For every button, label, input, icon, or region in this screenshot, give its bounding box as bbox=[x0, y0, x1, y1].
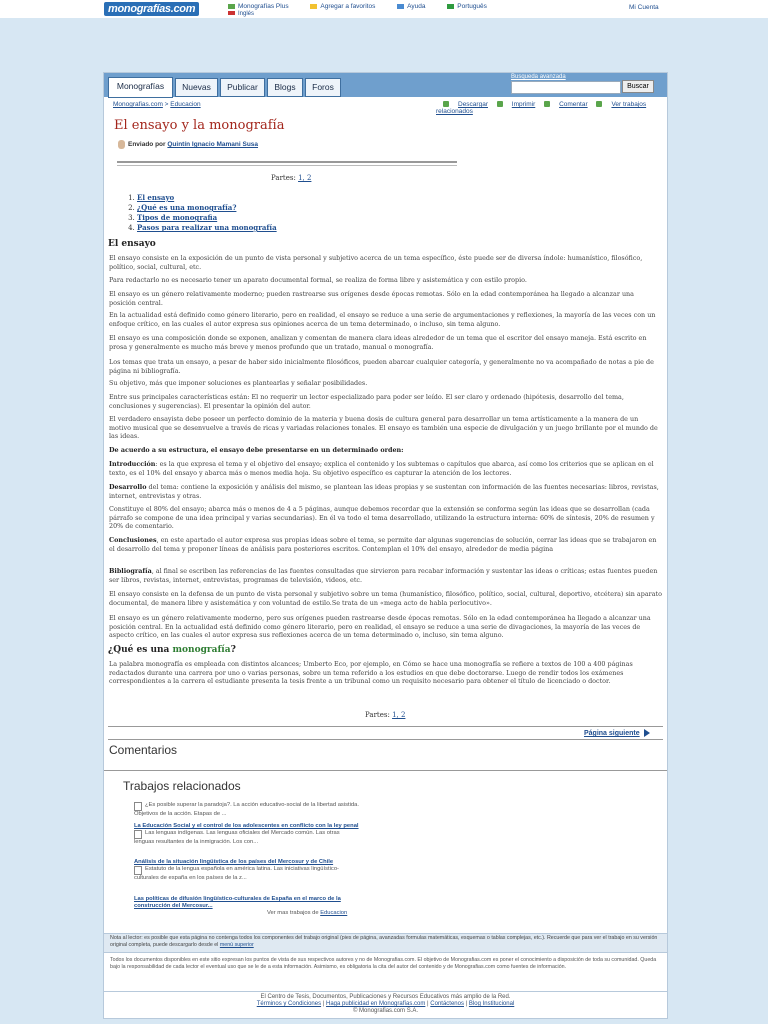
divider bbox=[117, 161, 457, 163]
toc-item[interactable]: 3. Tipos de monografia bbox=[137, 213, 277, 223]
menu-superior-link[interactable]: menú superior bbox=[219, 942, 254, 948]
related-heading: Trabajos relacionados bbox=[123, 779, 241, 793]
more-related-link[interactable]: Educacion bbox=[320, 910, 348, 916]
paragraph-desarrollo: Desarrollo del tema: contiene la exposición y análisis del mismo, se plantean las ideas propias y se sustentan con información de las fuentes necesarias: libros, revistas, internet, entrevistas y otras. bbox=[109, 483, 659, 500]
divider bbox=[108, 739, 663, 740]
paragraph: El ensayo consiste en la defensa de un punto de vista personal y subjetivo sobre un tema (humanístico, filosófico, político, social, cultural, deportivo, etcétera) sin aparato documental, de manera libre y asistemática y con voluntad de estilo.Se trata de un «mega acto de habla perlocutivo». bbox=[109, 590, 662, 607]
disclaimer: Todos los documentos disponibles en este sitio expresan los puntos de vista de sus respectivos autores y no de Monografias.com. El objetivo de Monografias.com es poner el conocimiento a disposición de toda su comunidad. Queda bajo la responsabilidad de cada lector el eventual uso que se le de a esta información. Asimismo, es obligatoria la cita del autor del contenido y de Monografias.com como fuentes de información. bbox=[110, 957, 657, 970]
paragraph-bibliografia: Bibliografía, al final se escriben las referencias de las fuentes consultadas que sirvieron para recabar información y sustentar las ideas o críticas; estas fuentes pueden ser libros, revistas, internet, entrevistas, programas de televisión, videos, etc. bbox=[109, 567, 658, 584]
paragraph: El verdadero ensayista debe poseer un perfecto dominio de la materia y buena dosis de cultura general para desarrollar un tema artísticamente a la manera de un motivo musical que se desenvuelve a través de ricas y variadas relaciones tonales. El ensayo es también una especie de divulgación y un juego brillante por el mundo de las ideas. bbox=[109, 415, 658, 441]
related-item bbox=[134, 896, 359, 911]
top-link-plus[interactable]: Monografías Plus bbox=[228, 3, 299, 10]
paragraph-conclusiones: Conclusiones, en este apartado el autor expresa sus propias ideas sobre el tema, se permite dar algunas sugerencias de solución, cerrar las ideas que se trabajaron en el desarrollo del tema y proponer líneas de análisis para posteriores escritos. Contemplan el 10% del ensayo, alrededor de media página bbox=[109, 536, 657, 553]
footer-link-contacto[interactable]: Contáctenos bbox=[430, 1001, 464, 1007]
breadcrumb-separator: > bbox=[164, 101, 169, 108]
top-links bbox=[228, 3, 507, 10]
breadcrumb-home[interactable]: Monografias.com bbox=[113, 101, 163, 108]
footer-link-blog[interactable]: Blog Institucional bbox=[468, 1001, 515, 1007]
divider bbox=[117, 165, 457, 166]
related-action[interactable]: Ver trabajos relacionados bbox=[436, 101, 647, 115]
paragraph: Los temas que trata un ensayo, a pesar de haber sido inicialmente filosóficos, pueden abarcar cualquier categoría, y generalmente no va acompañado de notas a pie de página ni bibliografía. bbox=[109, 358, 654, 375]
reader-note: Nota al lector: es posible que esta página no contenga todos los componentes del trabajo original (pies de página, avanzadas formulas matemáticas, esquemas o tablas complejas, etc.). Recuerde que para ver el trabajo en su versión original completa, puede descargarlo desde el menú superior bbox=[104, 933, 667, 953]
paragraph: Su objetivo, más que imponer soluciones es plantearlas y señalar posibilidades. bbox=[109, 379, 368, 387]
download-action[interactable]: Descargar bbox=[443, 101, 488, 108]
related-icon bbox=[596, 101, 602, 107]
nav-bar bbox=[104, 73, 667, 97]
print-icon bbox=[497, 101, 503, 107]
top-bar bbox=[0, 0, 768, 18]
paragraph: Para redactarlo no es necesario tener un aparato documental formal, se realiza de forma libre y asistemática y con estilo propio. bbox=[109, 276, 527, 284]
toc-item[interactable]: 1. El ensayo bbox=[137, 193, 277, 203]
pages-link[interactable]: 1, 2 bbox=[392, 711, 406, 719]
comment-icon bbox=[544, 101, 550, 107]
related-works bbox=[104, 770, 667, 934]
document-icon bbox=[134, 866, 142, 875]
print-action[interactable]: Imprimir bbox=[497, 101, 535, 108]
star-icon bbox=[310, 4, 317, 9]
footer-link-publicidad[interactable]: Haga publicidad en Monografías.com bbox=[325, 1001, 426, 1007]
page-title: El ensayo y la monografía bbox=[114, 118, 285, 133]
footer-links: Términos y Condiciones | Haga publicidad en Monografías.com | Contáctenos | Blog Institucional bbox=[256, 1001, 515, 1007]
paragraph: El ensayo es un género relativamente moderno, pero sus orígenes pueden rastrearse desde épocas remotas. Sólo en la edad contemporánea ha llegado a alcanzar una posición central. En la actualidad está definido como género literario, pero en realidad, el ensayo se reduce a una serie de divagaciones, la mayoría de las veces de aspecto crítico, en las cuales el autor expresa sus reflexiones acerca de un tema determinado o, incluso, sin tema alguno. bbox=[109, 614, 651, 640]
paragraph: En la actualidad está definido como género literario, pero en realidad, el ensayo se reduce a una serie de argumentaciones y reflexiones, la mayoría de las veces con un enfoque crítico, en las cuales el autor expresa sus opiniones acerca de un tema determinado, o incluso, sin tema alguno. bbox=[109, 311, 656, 328]
site-logo[interactable]: monografías.com bbox=[104, 2, 199, 16]
paragraph: El ensayo es una composición donde se exponen, analizan y comentan de manera clara ideas alrededor de un tema que el escritor del ensayo maneja. Está escrito en prosa y generalmente es mucho más breve y menos profundo que un tratado, manual o monografía. bbox=[109, 334, 647, 351]
paragraph: La palabra monografía es empleada con distintos alcances; Umberto Eco, por ejemplo, en Cómo se hace una monografía se refiere a textos de 100 a 400 páginas redactados durante una carrera por uno o varias personas, sobre un tema referido a los estudios en que debe doctorarse. Luego de rendir todos los exámenes correspondientes a la carrera el estudiante presenta la tesis frente a un tribunal como un requisito necesario para obtener el título de licenciado o doctor. bbox=[109, 660, 633, 686]
arrow-right-icon bbox=[644, 729, 650, 737]
related-item: Análisis de la situación lingüística de los países del Mercosur y de Chile Estatuto de la lengua española en américa latina. Las iniciativas lingüístico-culturales de españa en los países de la z... bbox=[134, 859, 359, 883]
author-link[interactable]: Quintín Ignacio Mamani Susa bbox=[167, 141, 259, 149]
article-actions bbox=[436, 101, 667, 115]
pages-bottom: Partes: 1, 2 bbox=[365, 711, 406, 719]
pages-top: Partes: 1, 2 bbox=[271, 174, 312, 182]
paragraph: El ensayo consiste en la exposición de un punto de vista personal y subjetivo acerca de un tema específico, éste puede ser de diversa índole: humanístico, filosófico, político, social, cultural, etc. bbox=[109, 254, 643, 271]
breadcrumb-educacion[interactable]: Educacion bbox=[170, 101, 201, 108]
search-input[interactable] bbox=[511, 81, 621, 94]
section-heading-monografia: ¿Qué es una monografía? bbox=[108, 645, 236, 655]
document-icon bbox=[134, 830, 142, 839]
structure-heading: De acuerdo a su estructura, el ensayo debe presentarse en un determinado orden: bbox=[109, 446, 404, 454]
next-page-link[interactable]: Página siguiente bbox=[584, 729, 650, 737]
breadcrumb bbox=[113, 101, 201, 108]
tab-publicar[interactable]: Publicar bbox=[220, 78, 265, 97]
toc-item[interactable]: 4. Pasos para realizar una monografía bbox=[137, 223, 277, 233]
comments-heading: Comentarios bbox=[109, 743, 178, 757]
paragraph: Constituye el 80% del ensayo; abarca más o menos de 4 a 5 páginas, aunque debemos recordar que la extensión se conforma según las ideas que se desarrollan (cada párrafo se compone de una idea principal y varias secundarias). En él va todo el tema desarrollado, utilizando la estructura interna: 60% de síntesis, 20% de resumen y 20% de comentario. bbox=[109, 505, 655, 531]
top-link-ayuda[interactable]: Ayuda bbox=[397, 3, 435, 10]
related-item: ¿Es posible superar la paradoja?. La acción educativo-social de la libertad asistida. Objetivos de la acción. Etapas de ... bbox=[134, 802, 359, 817]
related-item-link[interactable]: La Educación Social y el control de los adolescentes en conflicto con la ley penal bbox=[134, 823, 359, 829]
search-button[interactable]: Buscar bbox=[622, 80, 654, 93]
divider bbox=[108, 726, 663, 727]
related-item-link[interactable]: Análisis de la situación lingüística de los países del Mercosur y de Chile bbox=[134, 859, 334, 865]
paragraph-introduccion: Introducción: es la que expresa el tema y el objetivo del ensayo; explica el contenido y los subtemas o capítulos que abarca, así como los criterios que se aplican en el texto, es el 10% del ensayo y abarca más o menos media hoja. Su objetivo específico es capturar la atención de los lectores. bbox=[109, 460, 654, 477]
brazil-flag-icon bbox=[447, 4, 454, 9]
plus-icon bbox=[228, 4, 235, 9]
tab-blogs[interactable]: Blogs bbox=[267, 78, 303, 97]
author-line: Enviado por Quintín Ignacio Mamani Susa bbox=[118, 140, 258, 149]
pages-link[interactable]: 1, 2 bbox=[298, 174, 312, 182]
top-link-ingles[interactable]: Inglés bbox=[228, 11, 254, 17]
related-item-link[interactable]: Las políticas de difusión lingüístico-culturales de España en el marco de la construcción del Mercosur... bbox=[134, 896, 341, 910]
paragraph: El ensayo es un género relativamente moderno; pueden rastrearse sus orígenes desde épocas remotas. Sólo en la edad contemporánea ha llegado a alcanzar una posición central. bbox=[109, 290, 634, 307]
copyright: © Monografias.com S.A. bbox=[352, 1008, 419, 1014]
tab-nuevas[interactable]: Nuevas bbox=[175, 78, 218, 97]
comment-action[interactable]: Comentar bbox=[544, 101, 588, 108]
account-link[interactable]: Mi Cuenta bbox=[629, 4, 659, 11]
top-link-portugues[interactable]: Português bbox=[447, 3, 497, 10]
footer-link-terminos[interactable]: Términos y Condiciones bbox=[256, 1001, 322, 1007]
us-flag-icon bbox=[228, 11, 235, 15]
author-avatar-icon bbox=[118, 140, 125, 149]
content-frame bbox=[103, 72, 668, 1019]
toc-item[interactable]: 2. ¿Qué es una monografía? bbox=[137, 203, 277, 213]
section-heading-ensayo: El ensayo bbox=[108, 239, 156, 249]
help-icon bbox=[397, 4, 404, 9]
tab-monografias[interactable]: Monografías bbox=[108, 77, 173, 98]
footer bbox=[104, 991, 667, 1021]
document-icon bbox=[134, 802, 142, 811]
advanced-search-link[interactable]: Busqueda avanzada bbox=[511, 74, 566, 80]
more-related: Ver mas trabajos de Educacion bbox=[267, 910, 348, 916]
table-of-contents bbox=[129, 193, 277, 233]
top-link-favoritos[interactable]: Agregar a favoritos bbox=[310, 3, 385, 10]
tab-foros[interactable]: Foros bbox=[305, 78, 341, 97]
related-item: La Educación Social y el control de los adolescentes en conflicto con la ley penal Las lenguas indígenas. Las lenguas oficiales del Mercado común. Las otras lenguas resultantes de la inmigración. Los con... bbox=[134, 823, 359, 846]
paragraph: Entre sus principales características están: El no requerir un lector especializado para poder ser leído. El ser claro y ordenado (hipótesis, desarrollo del tema, conclusiones y sugerencias). El presentar la opinión del autor. bbox=[109, 393, 624, 410]
footer-tagline: El Centro de Tesis, Documentos, Publicaciones y Recursos Educativos más amplio de la Red. bbox=[260, 994, 511, 1000]
download-icon bbox=[443, 101, 449, 107]
